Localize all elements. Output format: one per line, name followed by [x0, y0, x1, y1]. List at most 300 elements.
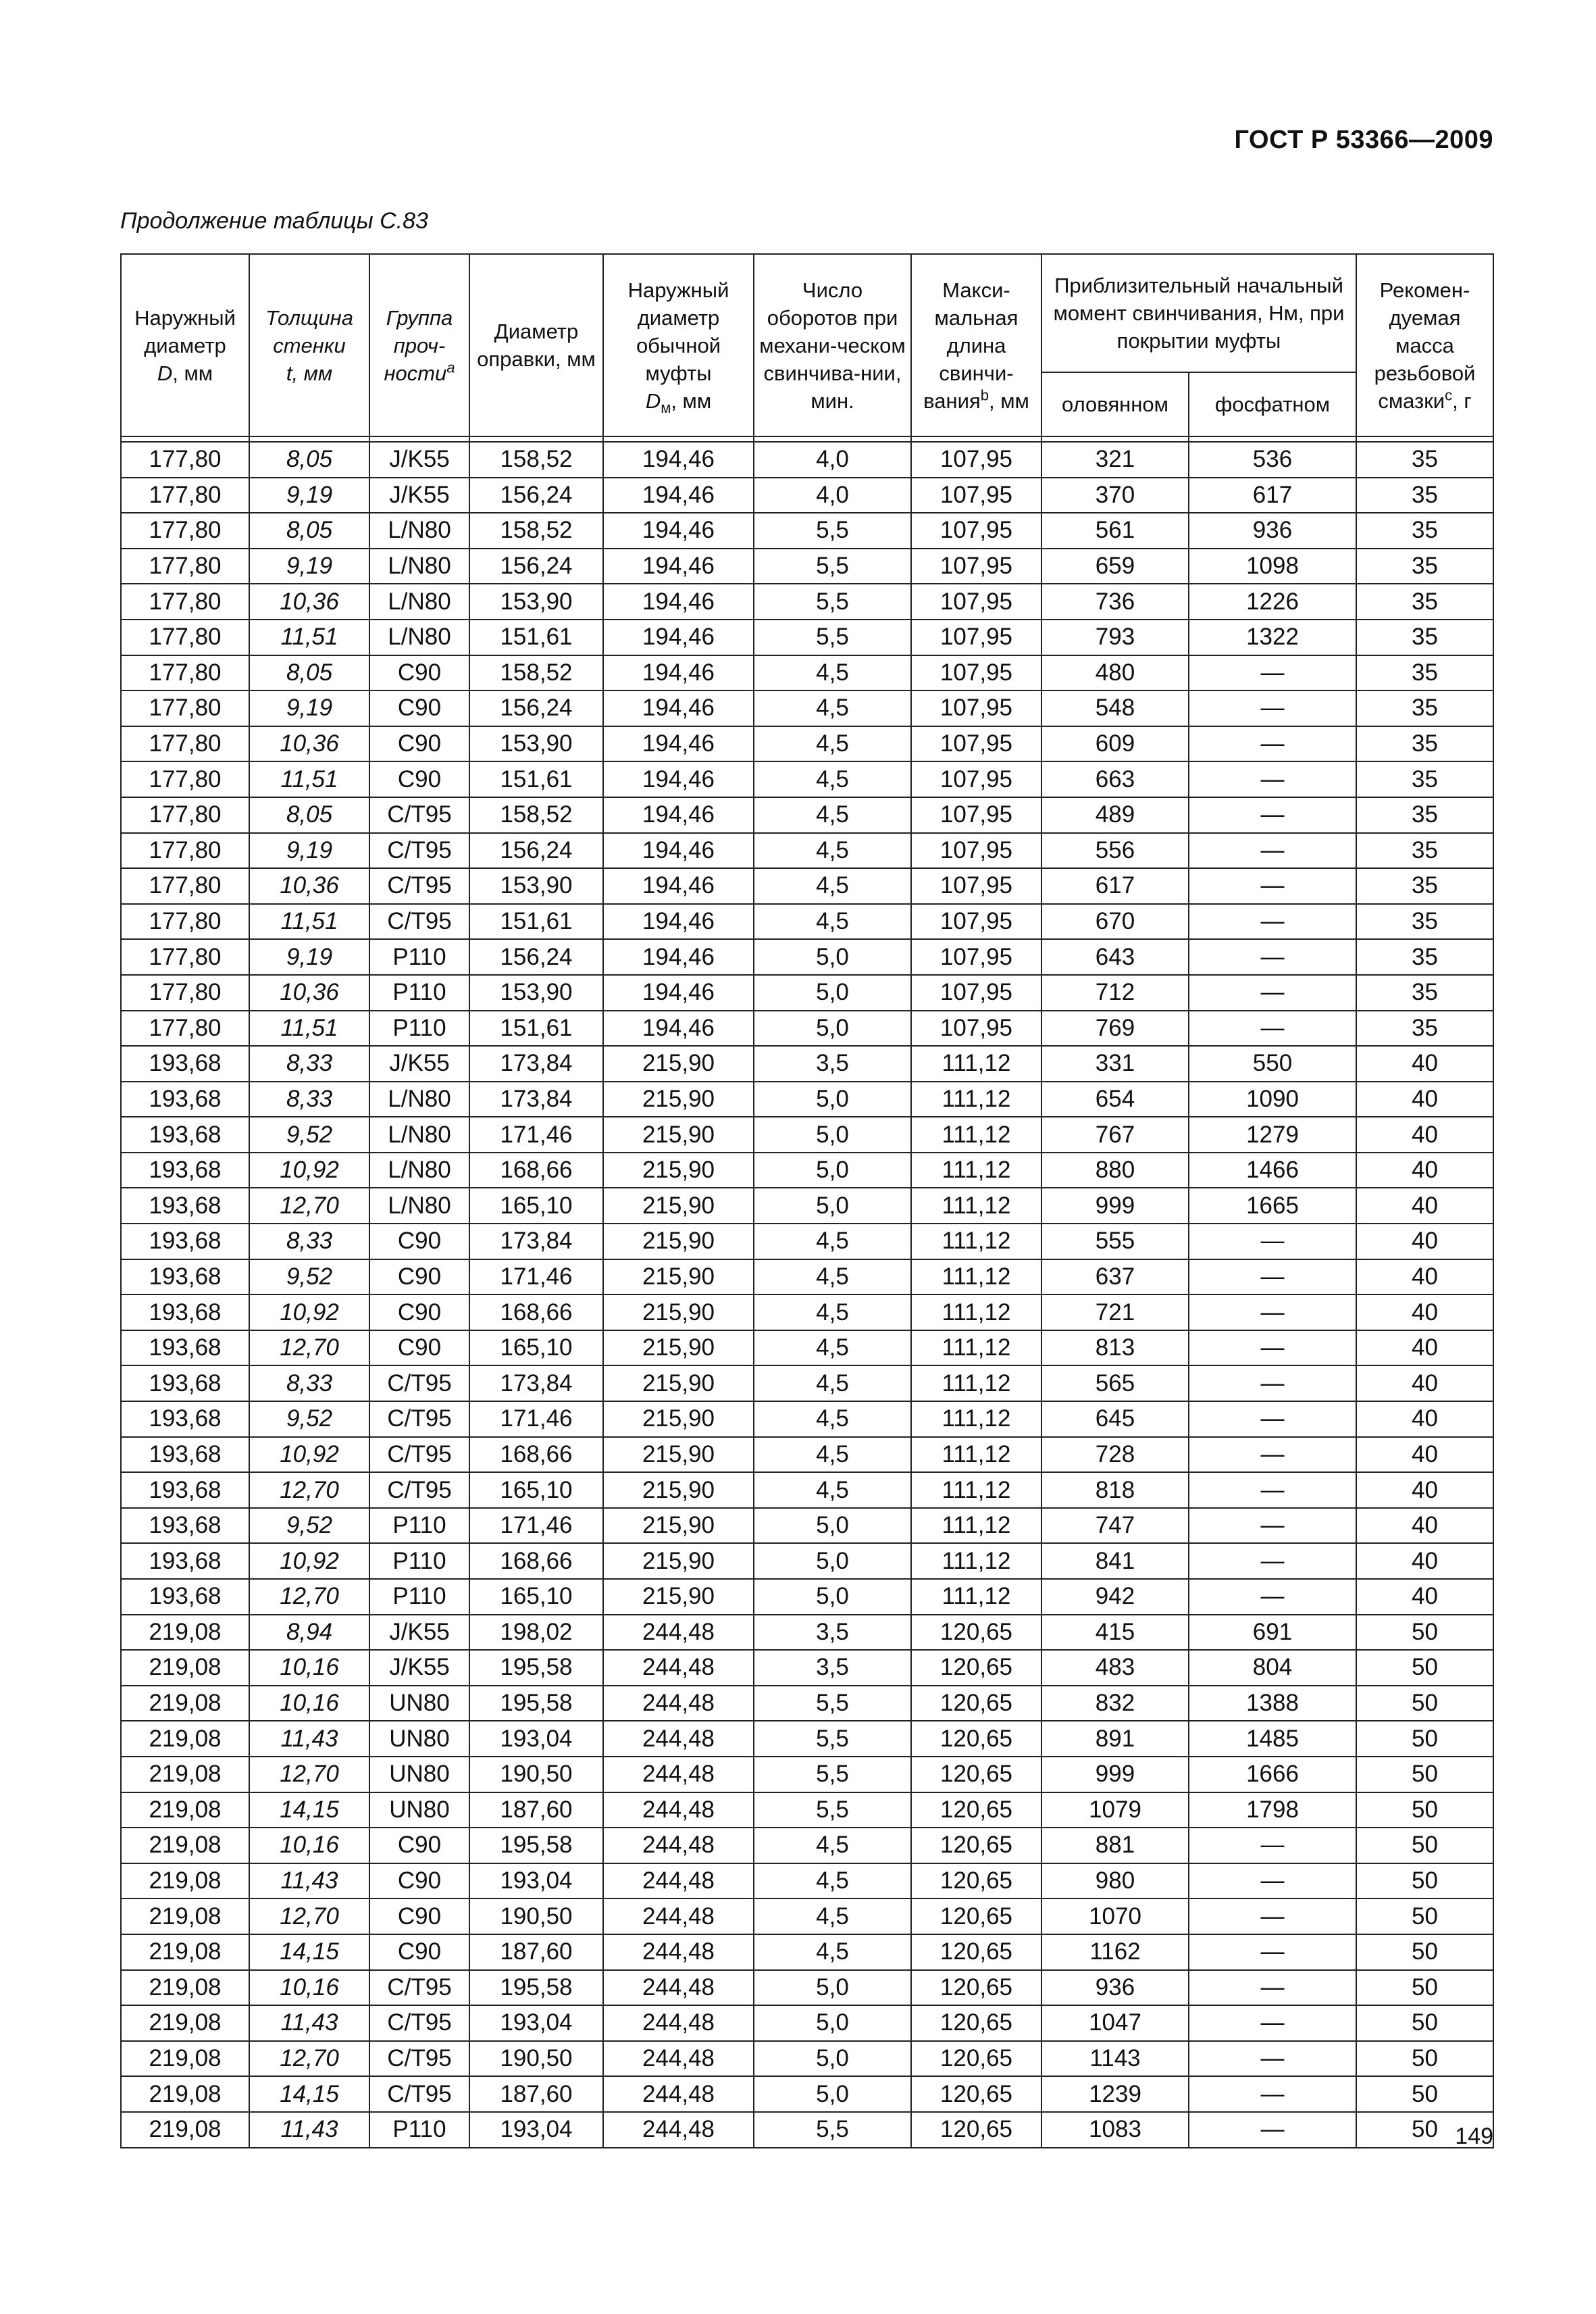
cell-outer-diameter: 193,68 — [121, 1117, 249, 1153]
cell-turns: 4,5 — [754, 1472, 911, 1508]
cell-torque-tin: 891 — [1041, 1721, 1189, 1757]
cell-max-length: 120,65 — [911, 2005, 1041, 2041]
cell-outer-diameter: 193,68 — [121, 1508, 249, 1544]
cell-strength-group: C90 — [369, 1828, 469, 1863]
cell-wall-thickness: 12,70 — [249, 1898, 369, 1934]
cell-mandrel-diameter: 165,10 — [469, 1330, 603, 1366]
cell-strength-group: P110 — [369, 1508, 469, 1544]
cell-outer-diameter: 193,68 — [121, 1153, 249, 1188]
cell-turns: 4,0 — [754, 478, 911, 513]
table-row — [121, 833, 1493, 869]
cell-coupling-diameter: 194,46 — [603, 761, 754, 797]
cell-max-length: 107,95 — [911, 549, 1041, 584]
cell-mandrel-diameter: 173,84 — [469, 1365, 603, 1401]
cell-torque-tin: 1070 — [1041, 1898, 1189, 1934]
cell-coupling-diameter: 194,46 — [603, 584, 754, 620]
cell-strength-group: C90 — [369, 690, 469, 726]
cell-strength-group: C/T95 — [369, 1365, 469, 1401]
cell-grease-mass: 50 — [1356, 1757, 1493, 1792]
cell-torque-tin: 747 — [1041, 1508, 1189, 1544]
cell-max-length: 111,12 — [911, 1082, 1041, 1117]
cell-torque-tin: 565 — [1041, 1365, 1189, 1401]
cell-turns: 4,5 — [754, 1365, 911, 1401]
cell-strength-group: UN80 — [369, 1721, 469, 1757]
page-number: 149 — [1455, 2123, 1493, 2149]
cell-coupling-diameter: 244,48 — [603, 1863, 754, 1899]
header-max-length: Макси-мальная длина свинчи-вания$^b$, мм — [911, 254, 1041, 436]
cell-strength-group: C/T95 — [369, 2076, 469, 2112]
cell-max-length: 120,65 — [911, 1721, 1041, 1757]
cell-mandrel-diameter: 156,24 — [469, 478, 603, 513]
cell-outer-diameter: 177,80 — [121, 478, 249, 513]
cell-max-length: 107,95 — [911, 513, 1041, 549]
cell-torque-phosphate: 1098 — [1189, 549, 1356, 584]
cell-turns: 5,0 — [754, 1117, 911, 1153]
table-row — [121, 1294, 1493, 1330]
cell-turns: 5,0 — [754, 2005, 911, 2041]
cell-coupling-diameter: 244,48 — [603, 2076, 754, 2112]
cell-mandrel-diameter: 195,58 — [469, 1828, 603, 1863]
table-row — [121, 1686, 1493, 1721]
table-row — [121, 726, 1493, 762]
cell-mandrel-diameter: 190,50 — [469, 1757, 603, 1792]
table-row — [121, 1046, 1493, 1082]
header-separator — [121, 436, 1493, 442]
cell-grease-mass: 40 — [1356, 1365, 1493, 1401]
cell-outer-diameter: 219,08 — [121, 1828, 249, 1863]
table-row — [121, 1828, 1493, 1863]
cell-torque-phosphate: — — [1189, 939, 1356, 975]
cell-strength-group: C90 — [369, 1330, 469, 1366]
cell-strength-group: C/T95 — [369, 904, 469, 940]
cell-torque-phosphate: — — [1189, 1224, 1356, 1259]
cell-strength-group: C90 — [369, 1898, 469, 1934]
cell-grease-mass: 35 — [1356, 620, 1493, 655]
cell-grease-mass: 35 — [1356, 655, 1493, 691]
header-torque-group: Приблизительный начальный момент свинчивания, Нм, при покрытии муфты — [1041, 254, 1356, 372]
cell-wall-thickness: 14,15 — [249, 1792, 369, 1828]
table-row — [121, 761, 1493, 797]
cell-max-length: 107,95 — [911, 726, 1041, 762]
cell-turns: 5,5 — [754, 620, 911, 655]
cell-torque-phosphate: 1665 — [1189, 1188, 1356, 1224]
cell-torque-tin: 643 — [1041, 939, 1189, 975]
table-row — [121, 797, 1493, 833]
cell-turns: 4,5 — [754, 1330, 911, 1366]
cell-mandrel-diameter: 190,50 — [469, 2041, 603, 2077]
cell-turns: 5,5 — [754, 1686, 911, 1721]
table-row — [121, 549, 1493, 584]
cell-wall-thickness: 10,16 — [249, 1686, 369, 1721]
cell-max-length: 120,65 — [911, 2076, 1041, 2112]
cell-max-length: 107,95 — [911, 797, 1041, 833]
cell-strength-group: L/N80 — [369, 1153, 469, 1188]
table-row — [121, 1401, 1493, 1437]
cell-torque-phosphate: 804 — [1189, 1650, 1356, 1686]
cell-grease-mass: 50 — [1356, 1721, 1493, 1757]
cell-torque-tin: 548 — [1041, 690, 1189, 726]
header-grease-mass: Рекомен-дуемая масса резьбовой смазки$^c$, г — [1356, 254, 1493, 436]
cell-torque-tin: 370 — [1041, 478, 1189, 513]
cell-turns: 4,5 — [754, 1898, 911, 1934]
cell-torque-tin: 645 — [1041, 1401, 1189, 1437]
cell-coupling-diameter: 194,46 — [603, 1011, 754, 1047]
table-row — [121, 1117, 1493, 1153]
cell-mandrel-diameter: 153,90 — [469, 726, 603, 762]
cell-torque-tin: 609 — [1041, 726, 1189, 762]
cell-outer-diameter: 193,68 — [121, 1082, 249, 1117]
cell-outer-diameter: 177,80 — [121, 939, 249, 975]
cell-turns: 4,5 — [754, 1259, 911, 1295]
table-row — [121, 1508, 1493, 1544]
cell-mandrel-diameter: 156,24 — [469, 549, 603, 584]
cell-grease-mass: 35 — [1356, 513, 1493, 549]
cell-max-length: 107,95 — [911, 584, 1041, 620]
cell-torque-phosphate: — — [1189, 2005, 1356, 2041]
cell-torque-phosphate: 1279 — [1189, 1117, 1356, 1153]
cell-turns: 3,5 — [754, 1615, 911, 1651]
cell-strength-group: C90 — [369, 761, 469, 797]
cell-mandrel-diameter: 168,66 — [469, 1543, 603, 1579]
cell-coupling-diameter: 215,90 — [603, 1437, 754, 1473]
cell-grease-mass: 50 — [1356, 2076, 1493, 2112]
cell-outer-diameter: 177,80 — [121, 442, 249, 478]
cell-max-length: 120,65 — [911, 2112, 1041, 2148]
cell-mandrel-diameter: 156,24 — [469, 939, 603, 975]
cell-torque-phosphate: — — [1189, 833, 1356, 869]
cell-turns: 5,5 — [754, 584, 911, 620]
cell-coupling-diameter: 194,46 — [603, 939, 754, 975]
cell-strength-group: C90 — [369, 726, 469, 762]
cell-max-length: 120,65 — [911, 1970, 1041, 2006]
cell-strength-group: P110 — [369, 1011, 469, 1047]
cell-wall-thickness: 11,43 — [249, 2112, 369, 2148]
cell-turns: 3,5 — [754, 1046, 911, 1082]
cell-torque-tin: 617 — [1041, 868, 1189, 904]
cell-coupling-diameter: 215,90 — [603, 1117, 754, 1153]
cell-torque-tin: 1079 — [1041, 1792, 1189, 1828]
cell-turns: 4,0 — [754, 442, 911, 478]
cell-grease-mass: 50 — [1356, 1792, 1493, 1828]
cell-grease-mass: 50 — [1356, 2112, 1493, 2148]
cell-outer-diameter: 177,80 — [121, 690, 249, 726]
cell-grease-mass: 35 — [1356, 478, 1493, 513]
header-phosphate-coating: фосфатном — [1189, 372, 1356, 436]
cell-mandrel-diameter: 193,04 — [469, 1721, 603, 1757]
cell-outer-diameter: 219,08 — [121, 2041, 249, 2077]
cell-torque-phosphate: — — [1189, 2041, 1356, 2077]
cell-mandrel-diameter: 168,66 — [469, 1437, 603, 1473]
cell-torque-phosphate: — — [1189, 904, 1356, 940]
cell-outer-diameter: 219,08 — [121, 1686, 249, 1721]
cell-mandrel-diameter: 151,61 — [469, 1011, 603, 1047]
cell-coupling-diameter: 215,90 — [603, 1401, 754, 1437]
cell-torque-phosphate: — — [1189, 1863, 1356, 1899]
cell-wall-thickness: 10,16 — [249, 1828, 369, 1863]
cell-max-length: 120,65 — [911, 1863, 1041, 1899]
cell-torque-tin: 637 — [1041, 1259, 1189, 1295]
cell-turns: 4,5 — [754, 690, 911, 726]
cell-coupling-diameter: 244,48 — [603, 2041, 754, 2077]
cell-mandrel-diameter: 151,61 — [469, 904, 603, 940]
cell-torque-tin: 1083 — [1041, 2112, 1189, 2148]
cell-outer-diameter: 219,08 — [121, 1792, 249, 1828]
table-row — [121, 1330, 1493, 1366]
cell-coupling-diameter: 215,90 — [603, 1543, 754, 1579]
cell-torque-tin: 555 — [1041, 1224, 1189, 1259]
cell-outer-diameter: 219,08 — [121, 2076, 249, 2112]
cell-wall-thickness: 8,33 — [249, 1365, 369, 1401]
cell-wall-thickness: 14,15 — [249, 2076, 369, 2112]
cell-outer-diameter: 219,08 — [121, 1650, 249, 1686]
cell-coupling-diameter: 215,90 — [603, 1472, 754, 1508]
document-code: ГОСТ Р 53366—2009 — [1234, 126, 1493, 154]
cell-max-length: 107,95 — [911, 904, 1041, 940]
cell-mandrel-diameter: 173,84 — [469, 1224, 603, 1259]
cell-mandrel-diameter: 158,52 — [469, 513, 603, 549]
cell-grease-mass: 35 — [1356, 584, 1493, 620]
cell-max-length: 120,65 — [911, 1828, 1041, 1863]
cell-torque-tin: 1047 — [1041, 2005, 1189, 2041]
cell-turns: 5,0 — [754, 1188, 911, 1224]
cell-outer-diameter: 193,68 — [121, 1401, 249, 1437]
cell-coupling-diameter: 194,46 — [603, 868, 754, 904]
cell-outer-diameter: 177,80 — [121, 549, 249, 584]
cell-grease-mass: 35 — [1356, 726, 1493, 762]
cell-strength-group: C/T95 — [369, 2041, 469, 2077]
cell-grease-mass: 40 — [1356, 1046, 1493, 1082]
cell-wall-thickness: 8,33 — [249, 1082, 369, 1117]
cell-turns: 5,5 — [754, 1757, 911, 1792]
cell-mandrel-diameter: 195,58 — [469, 1686, 603, 1721]
cell-torque-phosphate: — — [1189, 975, 1356, 1011]
table-row — [121, 620, 1493, 655]
cell-torque-phosphate: — — [1189, 1294, 1356, 1330]
cell-strength-group: P110 — [369, 939, 469, 975]
table-row — [121, 939, 1493, 975]
cell-max-length: 111,12 — [911, 1508, 1041, 1544]
cell-turns: 3,5 — [754, 1650, 911, 1686]
cell-turns: 5,5 — [754, 1792, 911, 1828]
cell-strength-group: C/T95 — [369, 1472, 469, 1508]
cell-strength-group: P110 — [369, 975, 469, 1011]
cell-turns: 4,5 — [754, 1437, 911, 1473]
cell-max-length: 111,12 — [911, 1437, 1041, 1473]
cell-torque-phosphate: 1466 — [1189, 1153, 1356, 1188]
cell-wall-thickness: 9,52 — [249, 1508, 369, 1544]
table-row — [121, 1615, 1493, 1651]
cell-wall-thickness: 9,52 — [249, 1401, 369, 1437]
cell-wall-thickness: 11,43 — [249, 1863, 369, 1899]
cell-max-length: 111,12 — [911, 1153, 1041, 1188]
cell-wall-thickness: 10,16 — [249, 1650, 369, 1686]
cell-coupling-diameter: 215,90 — [603, 1046, 754, 1082]
table-row — [121, 1188, 1493, 1224]
cell-mandrel-diameter: 190,50 — [469, 1898, 603, 1934]
cell-grease-mass: 40 — [1356, 1082, 1493, 1117]
cell-turns: 5,5 — [754, 549, 911, 584]
cell-strength-group: J/K55 — [369, 1650, 469, 1686]
cell-torque-tin: 1239 — [1041, 2076, 1189, 2112]
table-row — [121, 1082, 1493, 1117]
cell-strength-group: UN80 — [369, 1792, 469, 1828]
cell-torque-phosphate: — — [1189, 1970, 1356, 2006]
table-row — [121, 584, 1493, 620]
cell-torque-phosphate: — — [1189, 1365, 1356, 1401]
cell-wall-thickness: 11,43 — [249, 2005, 369, 2041]
header-strength-group: Группа проч-ности$^a$ — [369, 254, 469, 436]
cell-turns: 5,0 — [754, 1082, 911, 1117]
cell-torque-phosphate: — — [1189, 655, 1356, 691]
cell-outer-diameter: 219,08 — [121, 2112, 249, 2148]
cell-coupling-diameter: 244,48 — [603, 1615, 754, 1651]
cell-torque-phosphate: 936 — [1189, 513, 1356, 549]
cell-coupling-diameter: 244,48 — [603, 1650, 754, 1686]
cell-turns: 5,0 — [754, 2041, 911, 2077]
cell-coupling-diameter: 244,48 — [603, 1792, 754, 1828]
table-row — [121, 1224, 1493, 1259]
cell-mandrel-diameter: 171,46 — [469, 1508, 603, 1544]
cell-strength-group: L/N80 — [369, 1188, 469, 1224]
cell-grease-mass: 50 — [1356, 1650, 1493, 1686]
cell-torque-tin: 936 — [1041, 1970, 1189, 2006]
cell-grease-mass: 35 — [1356, 1011, 1493, 1047]
cell-coupling-diameter: 244,48 — [603, 1721, 754, 1757]
cell-wall-thickness: 14,15 — [249, 1934, 369, 1970]
cell-torque-phosphate: — — [1189, 2076, 1356, 2112]
cell-strength-group: C/T95 — [369, 1970, 469, 2006]
table-row — [121, 1472, 1493, 1508]
cell-coupling-diameter: 215,90 — [603, 1508, 754, 1544]
header-turns: Число оборотов при механи-ческом свинчива-нии, мин. — [754, 254, 911, 436]
cell-grease-mass: 50 — [1356, 1970, 1493, 2006]
cell-wall-thickness: 8,05 — [249, 797, 369, 833]
cell-max-length: 120,65 — [911, 1650, 1041, 1686]
cell-strength-group: C90 — [369, 1294, 469, 1330]
cell-turns: 4,5 — [754, 833, 911, 869]
table-row — [121, 1437, 1493, 1473]
table-row — [121, 2005, 1493, 2041]
cell-wall-thickness: 10,92 — [249, 1543, 369, 1579]
cell-torque-phosphate: — — [1189, 1508, 1356, 1544]
cell-torque-tin: 331 — [1041, 1046, 1189, 1082]
cell-wall-thickness: 9,19 — [249, 833, 369, 869]
cell-max-length: 111,12 — [911, 1365, 1041, 1401]
cell-mandrel-diameter: 165,10 — [469, 1579, 603, 1615]
cell-coupling-diameter: 194,46 — [603, 797, 754, 833]
table-row — [121, 1863, 1493, 1899]
cell-wall-thickness: 8,05 — [249, 442, 369, 478]
cell-coupling-diameter: 194,46 — [603, 442, 754, 478]
table-row — [121, 655, 1493, 691]
cell-grease-mass: 35 — [1356, 939, 1493, 975]
table-row — [121, 975, 1493, 1011]
cell-wall-thickness: 8,33 — [249, 1046, 369, 1082]
cell-outer-diameter: 219,08 — [121, 1898, 249, 1934]
cell-coupling-diameter: 244,48 — [603, 1757, 754, 1792]
cell-outer-diameter: 219,08 — [121, 1934, 249, 1970]
cell-wall-thickness: 8,05 — [249, 513, 369, 549]
cell-outer-diameter: 177,80 — [121, 655, 249, 691]
cell-strength-group: C/T95 — [369, 1401, 469, 1437]
cell-wall-thickness: 12,70 — [249, 1472, 369, 1508]
cell-wall-thickness: 10,36 — [249, 726, 369, 762]
cell-mandrel-diameter: 158,52 — [469, 797, 603, 833]
cell-torque-phosphate: — — [1189, 1437, 1356, 1473]
cell-grease-mass: 50 — [1356, 1828, 1493, 1863]
cell-coupling-diameter: 215,90 — [603, 1224, 754, 1259]
cell-mandrel-diameter: 173,84 — [469, 1082, 603, 1117]
cell-strength-group: C/T95 — [369, 833, 469, 869]
cell-mandrel-diameter: 168,66 — [469, 1294, 603, 1330]
cell-wall-thickness: 8,94 — [249, 1615, 369, 1651]
cell-max-length: 120,65 — [911, 1757, 1041, 1792]
cell-torque-tin: 556 — [1041, 833, 1189, 869]
table-row — [121, 513, 1493, 549]
cell-wall-thickness: 12,70 — [249, 2041, 369, 2077]
cell-coupling-diameter: 194,46 — [603, 726, 754, 762]
cell-max-length: 107,95 — [911, 1011, 1041, 1047]
cell-strength-group: L/N80 — [369, 620, 469, 655]
cell-mandrel-diameter: 151,61 — [469, 620, 603, 655]
cell-strength-group: C90 — [369, 655, 469, 691]
cell-torque-phosphate: 691 — [1189, 1615, 1356, 1651]
cell-outer-diameter: 177,80 — [121, 726, 249, 762]
cell-mandrel-diameter: 195,58 — [469, 1650, 603, 1686]
cell-max-length: 107,95 — [911, 833, 1041, 869]
cell-outer-diameter: 219,08 — [121, 1863, 249, 1899]
cell-coupling-diameter: 244,48 — [603, 1970, 754, 2006]
table-row — [121, 1792, 1493, 1828]
cell-outer-diameter: 219,08 — [121, 1757, 249, 1792]
cell-grease-mass: 40 — [1356, 1117, 1493, 1153]
cell-torque-phosphate: — — [1189, 1472, 1356, 1508]
cell-max-length: 111,12 — [911, 1579, 1041, 1615]
cell-turns: 4,5 — [754, 1401, 911, 1437]
cell-mandrel-diameter: 156,24 — [469, 690, 603, 726]
cell-torque-tin: 767 — [1041, 1117, 1189, 1153]
cell-outer-diameter: 193,68 — [121, 1543, 249, 1579]
cell-mandrel-diameter: 187,60 — [469, 1792, 603, 1828]
cell-mandrel-diameter: 153,90 — [469, 584, 603, 620]
cell-grease-mass: 35 — [1356, 690, 1493, 726]
cell-mandrel-diameter: 187,60 — [469, 1934, 603, 1970]
cell-coupling-diameter: 194,46 — [603, 478, 754, 513]
cell-grease-mass: 35 — [1356, 904, 1493, 940]
cell-outer-diameter: 177,80 — [121, 761, 249, 797]
cell-coupling-diameter: 215,90 — [603, 1188, 754, 1224]
cell-grease-mass: 35 — [1356, 549, 1493, 584]
cell-grease-mass: 40 — [1356, 1330, 1493, 1366]
cell-wall-thickness: 12,70 — [249, 1579, 369, 1615]
cell-max-length: 107,95 — [911, 975, 1041, 1011]
cell-max-length: 111,12 — [911, 1472, 1041, 1508]
table-row — [121, 478, 1493, 513]
cell-turns: 5,5 — [754, 1721, 911, 1757]
cell-outer-diameter: 193,68 — [121, 1259, 249, 1295]
cell-turns: 4,5 — [754, 868, 911, 904]
cell-outer-diameter: 193,68 — [121, 1437, 249, 1473]
cell-max-length: 107,95 — [911, 442, 1041, 478]
cell-turns: 5,0 — [754, 1579, 911, 1615]
cell-torque-tin: 841 — [1041, 1543, 1189, 1579]
cell-torque-phosphate: — — [1189, 1898, 1356, 1934]
cell-torque-phosphate: — — [1189, 690, 1356, 726]
header-coupling-diameter: Наружный диаметр обычной муфты $D_м$, мм — [603, 254, 754, 436]
cell-turns: 5,0 — [754, 1011, 911, 1047]
cell-coupling-diameter: 194,46 — [603, 975, 754, 1011]
cell-torque-tin: 480 — [1041, 655, 1189, 691]
